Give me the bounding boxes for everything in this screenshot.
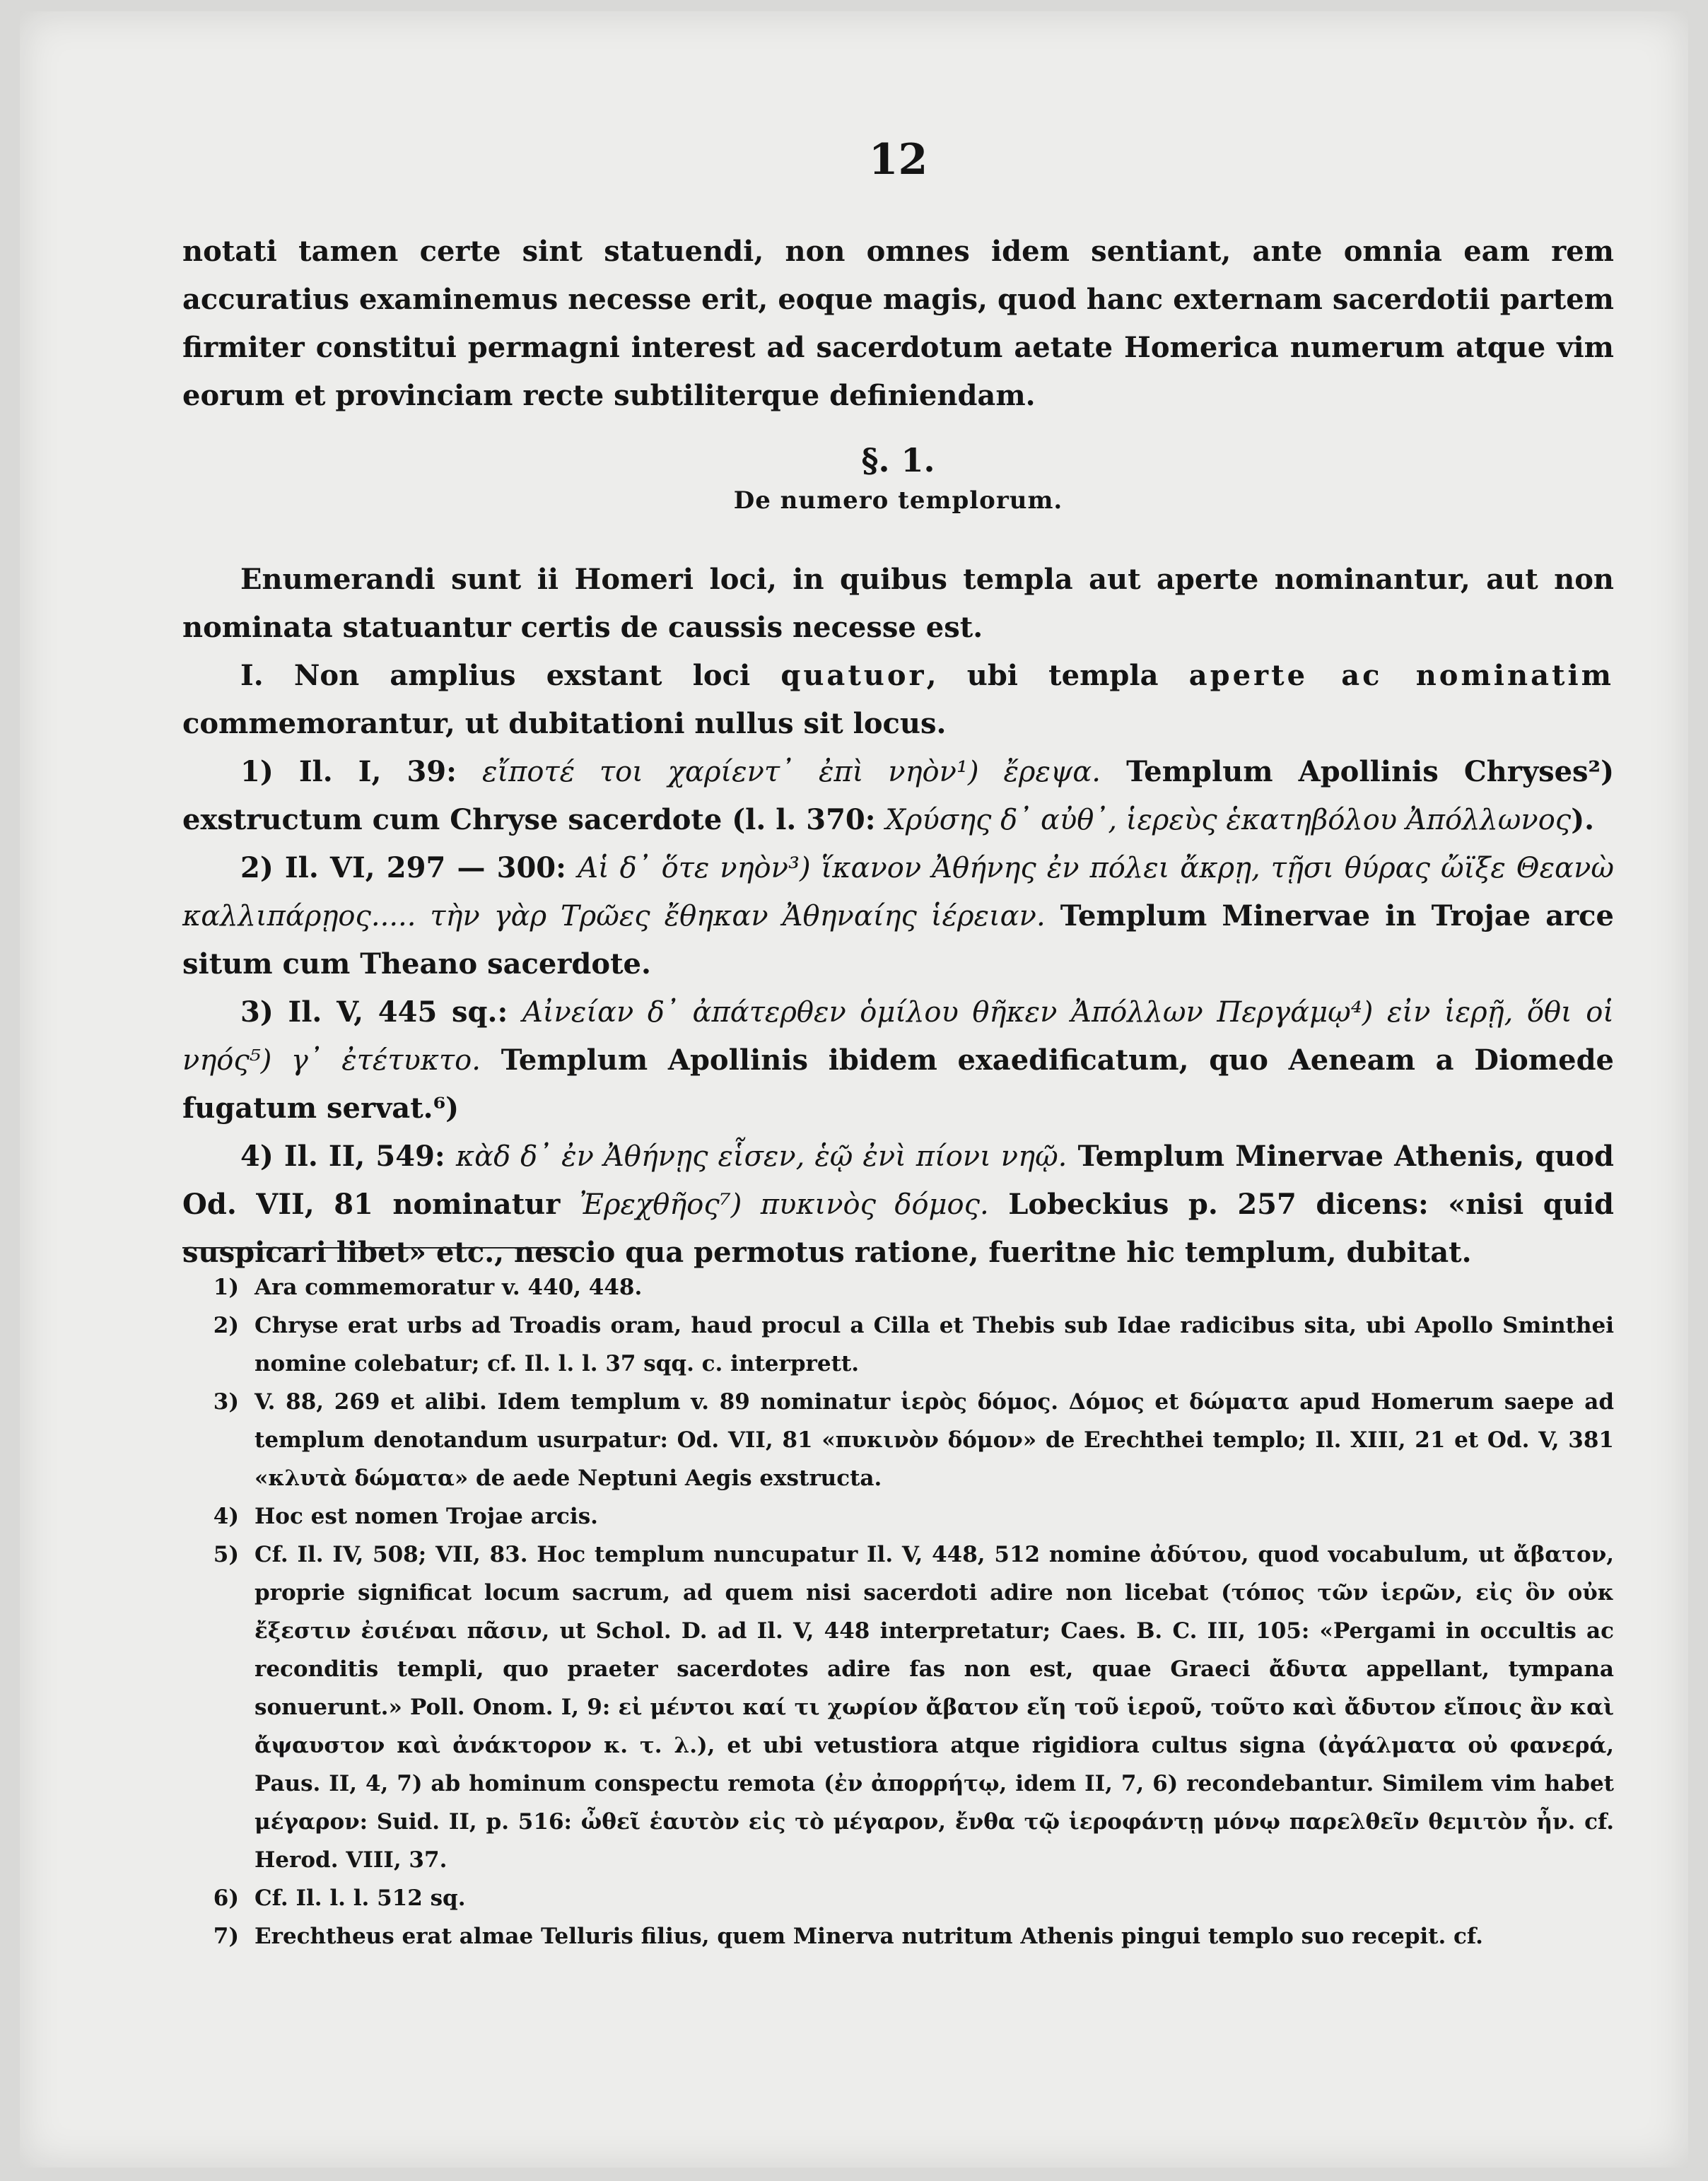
- footnote: [182, 1879, 1614, 1917]
- footnote-text: Ara commemoratur v. 440, 448.: [255, 1275, 643, 1300]
- item3-greek-quote: Αἰνείαν δ᾽ ἀπάτερθεν ὁμίλου θῆκεν Ἀπόλλων Περγάμῳ⁴) εἰν ἱερῇ, ὅθι οἱ νηός⁵) γ᾽ ἐτέτυκτο.: [182, 996, 1614, 1077]
- item1-end: ).: [1571, 803, 1595, 836]
- item4-end: Lobeckius p. 257 dicens: «nisi quid suspicari libet» etc., nescio qua permotus ratione, fueritne hic templum, dubitat.: [182, 1188, 1615, 1269]
- footnote-number: 1): [213, 1275, 239, 1300]
- page-number: 12: [868, 135, 928, 185]
- main-body: [182, 556, 1614, 1277]
- item4-greek-quote-2: Ἐρεχθῆος⁷) πυκινὸς δόμος.: [579, 1188, 989, 1221]
- item4-comment: Templum Minervae Athenis, quod Od. VII, 81 nominatur: [182, 1140, 1615, 1221]
- p2-part-c: , ubi templa: [926, 659, 1189, 692]
- item-2: [182, 844, 1614, 988]
- footnote: [182, 1383, 1614, 1497]
- footnote-divider: [182, 1247, 578, 1249]
- footnote-text: Cf. Il. l. l. 512 sq.: [255, 1885, 466, 1911]
- section-title: De numero templorum.: [733, 486, 1063, 515]
- item3-comment: Templum Apollinis ibidem exaedificatum, quo Aeneam a Diomede fugatum servat.⁶): [182, 1043, 1615, 1125]
- footnote-number: 4): [213, 1504, 239, 1529]
- footnote-text: Erechtheus erat almae Telluris filius, quem Minerva nutritum Athenis pingui templo suo recepit. cf.: [255, 1924, 1483, 1949]
- footnote-text: V. 88, 269 et alibi. Idem templum v. 89 nominatur ἱερὸς δόμος. Δόμος et δώματα apud Homerum saepe ad templum denotandum usurpatur: Od. VII, 81 «πυκινὸν δόμον» de Erechthei templo; Il. XIII, 21 et Od. V, 381 «κλυτὰ δώματα» de aede Neptuni Aegis exstructa.: [255, 1389, 1614, 1491]
- item4-ref: 4) Il. II, 549:: [240, 1140, 456, 1173]
- footnote-number: 7): [213, 1924, 239, 1949]
- section-sign: §. 1.: [861, 441, 935, 479]
- p2-part-a: I. Non amplius exstant loci: [240, 659, 781, 692]
- item2-comment: Templum Minervae in Trojae arce situm cum Theano sacerdote.: [182, 899, 1614, 981]
- item1-ref: 1) Il. I, 39:: [240, 755, 482, 788]
- footnote-text: Hoc est nomen Trojae arcis.: [255, 1504, 598, 1529]
- footnotes: [182, 1268, 1614, 1955]
- paragraph-enumerandi: Enumerandi sunt ii Homeri loci, in quibus templa aut aperte nominantur, aut non nominata statuantur certis de caussis necesse est.: [182, 563, 1614, 644]
- paragraph-non-amplius: [182, 652, 1614, 748]
- footnote: [182, 1917, 1614, 1955]
- footnote-number: 3): [213, 1389, 239, 1415]
- item-3: [182, 988, 1614, 1133]
- item-1: [182, 748, 1614, 844]
- item2-ref: 2) Il. VI, 297 — 300:: [240, 851, 578, 884]
- p2-spaced-quatuor: quatuor: [780, 659, 927, 692]
- p2-spaced-aperte: aperte ac nominatim: [1188, 659, 1614, 692]
- footnote-number: 2): [213, 1313, 239, 1338]
- p2-part-e: commemorantur, ut dubitationi nullus sit locus.: [182, 707, 947, 740]
- footnote-text: Chryse erat urbs ad Troadis oram, haud procul a Cilla et Thebis sub Idae radicibus sita, ubi Apollo Sminthei nomine colebatur; cf. Il. l. l. 37 sqq. c. interprett.: [255, 1313, 1614, 1376]
- intro-block: [182, 228, 1614, 420]
- scanned-page: [20, 11, 1688, 2168]
- item-4: [182, 1133, 1614, 1277]
- footnote: [182, 1268, 1614, 1306]
- item3-ref: 3) Il. V, 445 sq.:: [240, 995, 522, 1029]
- intro-paragraph: notati tamen certe sint statuendi, non omnes idem sentiant, ante omnia eam rem accuratius examinemus necesse erit, eoque magis, quod hanc externam sacerdotii partem firmiter constitui permagni interest ad sacerdotum aetate Homerica numerum atque vim eorum et provinciam recte subtiliterque definiendam.: [182, 235, 1614, 412]
- footnote: [182, 1536, 1614, 1879]
- footnote: [182, 1497, 1614, 1536]
- footnote-number: 6): [213, 1885, 239, 1911]
- footnote-number: 5): [213, 1542, 239, 1567]
- footnote: [182, 1306, 1614, 1383]
- item1-greek-quote-2: Χρύσης δ᾽ αὐθ᾽, ἱερεὺς ἑκατηβόλου Ἀπόλλωνος: [885, 804, 1572, 836]
- item1-greek-quote: εἴποτέ τοι χαρίεντ᾽ ἐπὶ νηὸν¹) ἔρεψα.: [481, 756, 1101, 788]
- item1-comment: Templum Apollinis Chryses²) exstructum cum Chryse sacerdote (l. l. 370:: [182, 755, 1614, 836]
- footnote-text: Cf. Il. IV, 508; VII, 83. Hoc templum nuncupatur Il. V, 448, 512 nomine ἀδύτου, quod vocabulum, ut ἄβατον, proprie significat locum sacrum, ad quem nisi sacerdoti adire non licebat (τόπος τῶν ἱερῶν, εἰς ὃν οὐκ ἔξεστιν ἐσιέναι πᾶσιν, ut Schol. D. ad Il. V, 448 interpretatur; Caes. B. C. III, 105: «Pergami in occultis ac reconditis templi, quo praeter sacerdotes adire fas non est, quae Graeci ἄδυτα appellant, tympana sonuerunt.» Poll. Onom. I, 9: εἰ μέντοι καί τι χωρίον ἄβατον εἴη τοῦ ἱεροῦ, τοῦτο καὶ ἄδυτον εἴποις ἂν καὶ ἄψαυστον καὶ ἀνάκτορον κ. τ. λ.), et ubi vetustiora atque rigidiora cultus signa (ἀγάλματα οὐ φανερά, Paus. II, 4, 7) ab hominum conspectu remota (ἐν ἀπορρήτῳ, idem II, 7, 6) recondebantur. Similem vim habet μέγαρον: Suid. II, p. 516: ὦθεῖ ἑαυτὸν εἰς τὸ μέγαρον, ἔνθα τῷ ἱεροφάντῃ μόνῳ παρελθεῖν θεμιτὸν ἦν. cf. Herod. VIII, 37.: [255, 1542, 1614, 1873]
- item4-greek-quote: κὰδ δ᾽ ἐν Ἀθήνῃς εἷσεν, ἑῷ ἐνὶ πίονι νηῷ.: [455, 1140, 1068, 1173]
- item2-greek-quote: Αἱ δ᾽ ὅτε νηὸν³) ἵκανον Ἀθήνης ἐν πόλει ἄκρῃ, τῇσι θύρας ὤϊξε Θεανὼ καλλιπάρῃος..... τὴν γὰρ Τρῶες ἔθηκαν Ἀθηναίης ἱέρειαν.: [182, 852, 1615, 932]
